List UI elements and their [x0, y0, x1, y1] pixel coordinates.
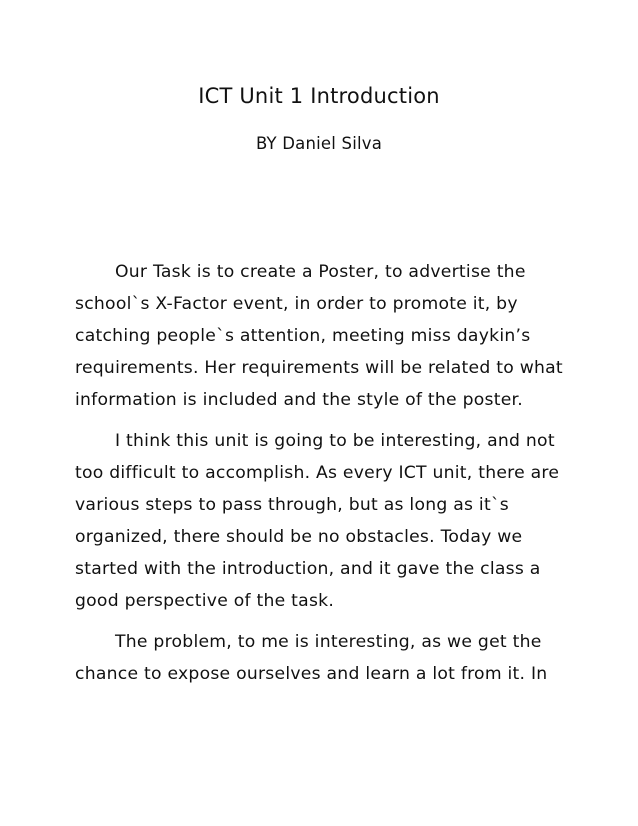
document-body	[75, 256, 570, 699]
paragraph: I think this unit is going to be interesting, and not too difficult to accomplish. As every ICT unit, there are various steps to pass through, but as long as it`s organized, there should be no obstacles. Today we started with the introduction, and it gave the class a good perspective of the task.	[75, 431, 560, 611]
paragraph: Our Task is to create a Poster, to advertise the school`s X-Factor event, in order to promote it, by catching people`s attention, meeting miss daykin’s requirements. Her requirements will be related to what information is included and the style of the poster.	[75, 262, 563, 410]
document-author: BY Daniel Silva	[255, 134, 383, 153]
document-title: ICT Unit 1 Introduction	[198, 84, 440, 108]
paragraph: The problem, to me is interesting, as we get the chance to expose ourselves and learn a lot from it. In	[75, 632, 548, 684]
